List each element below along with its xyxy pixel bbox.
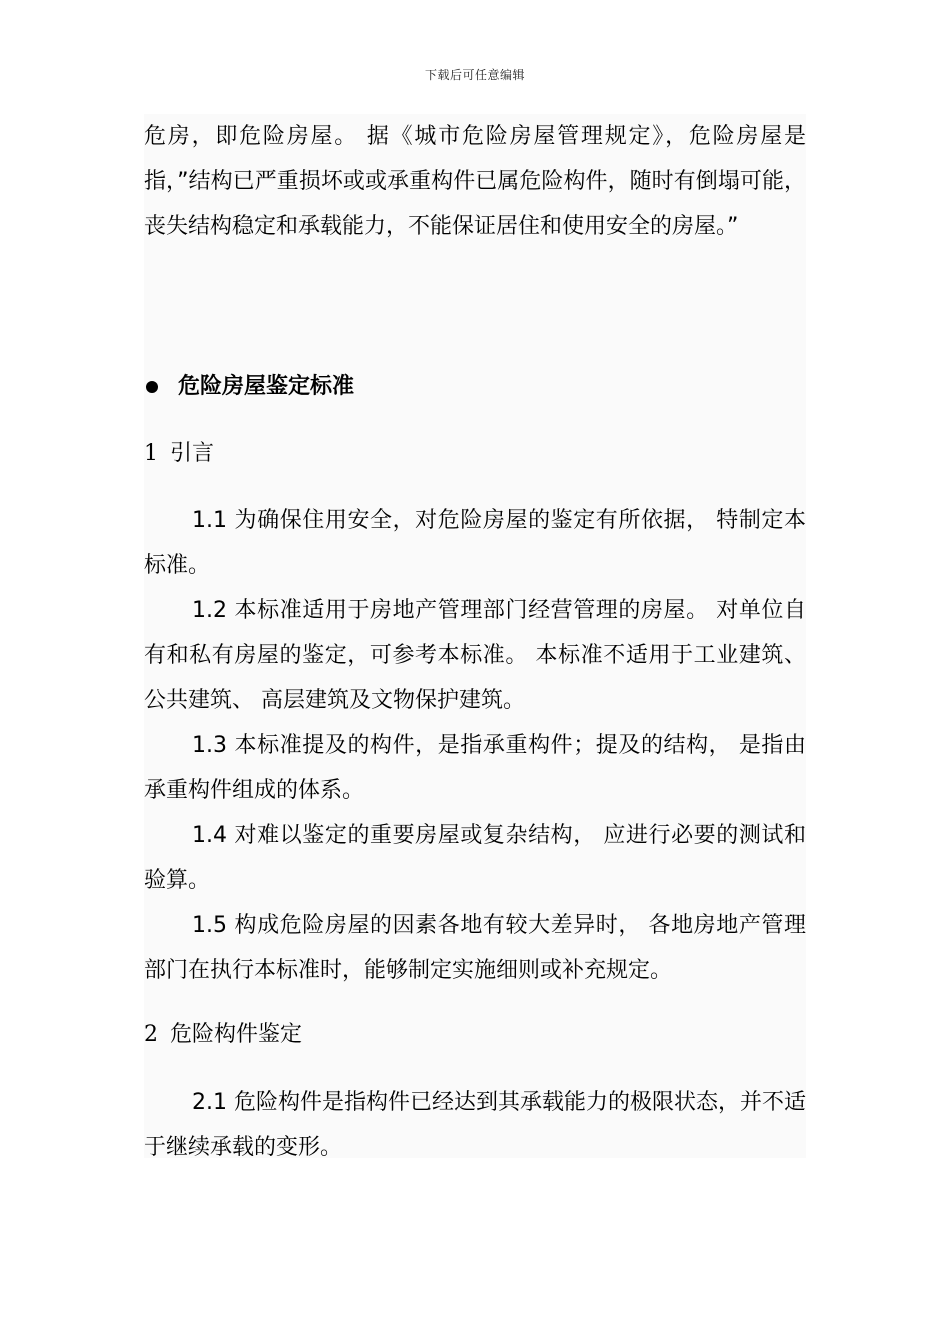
paragraph-1-4: 1.4 对难以鉴定的重要房屋或复杂结构， 应进行必要的测试和验算。 [144, 823, 806, 893]
paragraph-2-1: 2.1 危险构件是指构件已经达到其承载能力的极限状态，并不适于继续承载的变形。 [144, 1090, 806, 1160]
paragraph-1-2: 1.2 本标准适用于房地产管理部门经营管理的房屋。 对单位自有和私有房屋的鉴定，可参考本标准。 本标准不适用于工业建筑、 公共建筑、 高层建筑及文物保护建筑。 [144, 598, 806, 713]
intro-paragraph: 危房，即危险房屋。 据《城市危险房屋管理规定》，危险房屋是指，”结构已严重损坏或或承重构件已属危险构件，随时有倒塌可能，丧失结构稳定和承载能力，不能保证居住和使用安全的房屋。” [144, 124, 806, 239]
section-1-number: 1 [144, 441, 158, 466]
document-body [144, 114, 806, 1158]
page-header: 下载后可任意编辑 [424, 68, 525, 82]
paragraph-1-5: 1.5 构成危险房屋的因素各地有较大差异时， 各地房地产管理部门在执行本标准时，能够制定实施细则或补充规定。 [144, 913, 806, 983]
bullet-heading-text: 危险房屋鉴定标准 [178, 374, 355, 399]
bullet-dot-icon [146, 381, 158, 393]
paragraph-1-1: 1.1 为确保住用安全，对危险房屋的鉴定有所依据， 特制定本标准。 [144, 508, 806, 578]
section-2-heading [144, 1012, 302, 1057]
section-2-title: 危险构件鉴定 [170, 1022, 303, 1047]
bullet-heading [144, 364, 354, 409]
section-1-heading [144, 431, 214, 476]
section-2-number: 2 [144, 1022, 158, 1047]
section-1-title: 引言 [170, 441, 215, 466]
paragraph-1-3: 1.3 本标准提及的构件，是指承重构件；提及的结构， 是指由承重构件组成的体系。 [144, 733, 806, 803]
